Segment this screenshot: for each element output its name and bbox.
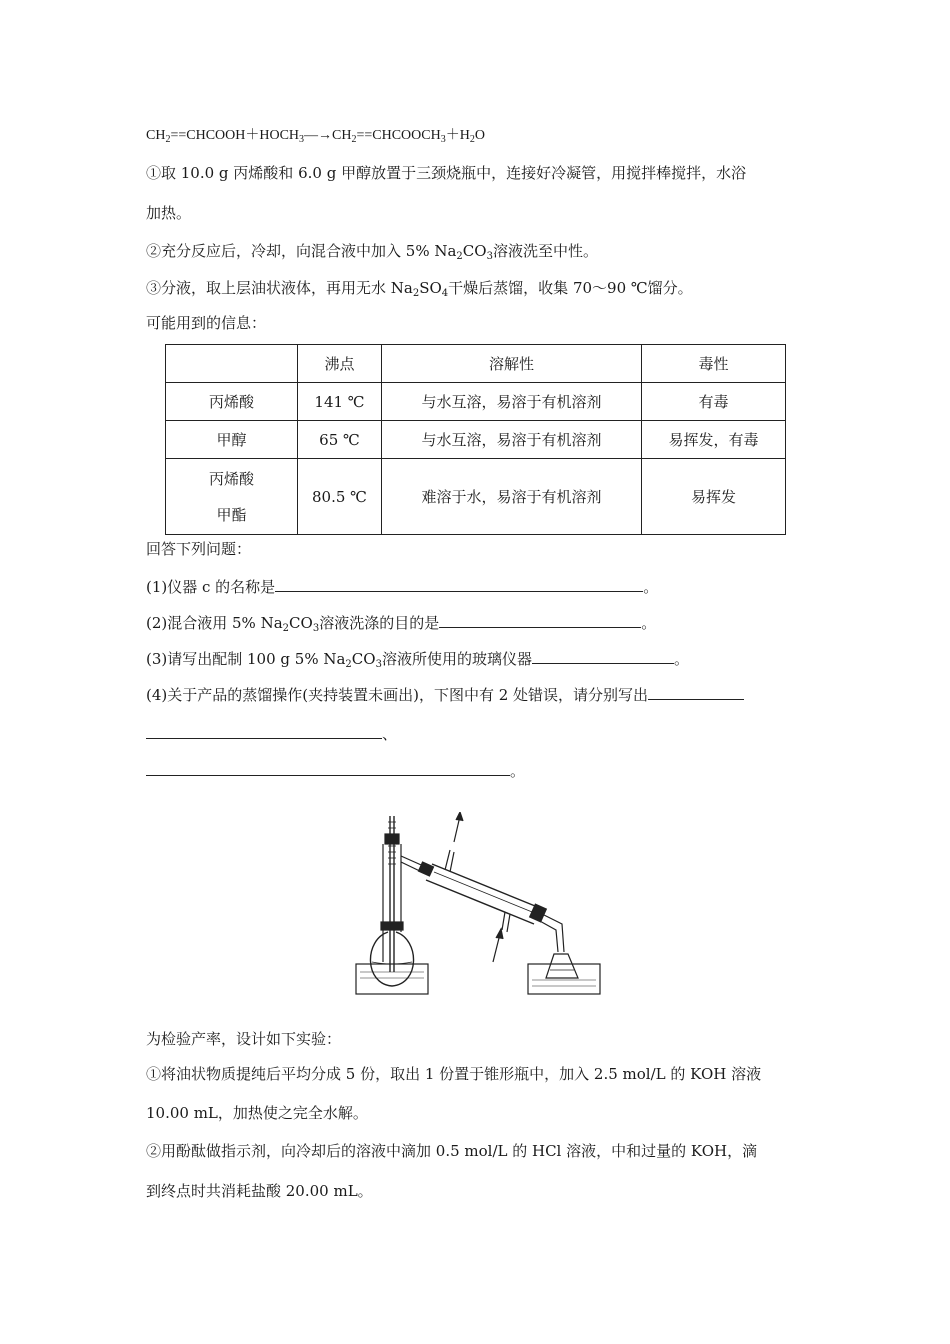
eq-text: CH	[332, 128, 352, 143]
table-cell: 易挥发	[642, 459, 786, 535]
question-text: CO	[351, 650, 376, 668]
distillation-apparatus-figure	[350, 812, 610, 1010]
question-text: 溶液所使用的玻璃仪器	[381, 650, 532, 668]
yield-step-1-b: 10.00 mL，加热使之完全水解。	[146, 1104, 368, 1122]
answer-blank-4b[interactable]	[146, 723, 382, 739]
table-cell: 有毒	[642, 383, 786, 421]
question-4	[146, 684, 744, 705]
yield-step-2-a: ②用酚酞做指示剂，向冷却后的溶液中滴加 0.5 mol/L 的 HCl 溶液，中和过量的 KOH，滴	[146, 1142, 758, 1160]
header-cell	[166, 345, 298, 383]
eq-sub: 2	[165, 134, 171, 145]
formula-sub: 3	[486, 251, 493, 262]
step-text: ②充分反应后，冷却，向混合液中加入 5% Na	[146, 242, 457, 260]
question-text: 。	[673, 650, 689, 668]
formula-sub: 4	[441, 288, 449, 299]
question-text: (1)仪器 c 的名称是	[146, 578, 276, 596]
eq-text: ＋H	[445, 128, 470, 143]
eq-text: ==CHCOOCH	[356, 128, 441, 143]
table-cell: 80.5 ℃	[298, 459, 382, 535]
formula-sub: 2	[282, 623, 290, 634]
header-cell: 沸点	[298, 345, 382, 383]
step-text: SO	[419, 279, 442, 297]
table-cell: 难溶于水，易溶于有机溶剂	[382, 459, 642, 535]
step-3	[146, 278, 693, 298]
question-text: CO	[289, 614, 313, 632]
step-1-line-a: ①取 10.0 g 丙烯酸和 6.0 g 甲醇放置于三颈烧瓶中，连接好冷凝管，用搅拌棒搅拌，水浴	[146, 164, 747, 182]
step-2	[146, 241, 598, 261]
step-1-line-b: 加热。	[146, 204, 192, 222]
question-text: (2)混合液用 5% Na	[146, 614, 283, 632]
table-row	[166, 383, 786, 421]
table-cell: 甲醇	[166, 421, 298, 459]
table-header-row	[166, 345, 786, 383]
eq-sub: 3	[299, 134, 305, 145]
question-4-line-2	[146, 723, 397, 744]
table-cell: 65 ℃	[298, 421, 382, 459]
info-title: 可能用到的信息：	[146, 314, 267, 332]
answer-blank-2[interactable]	[439, 612, 641, 628]
questions-intro: 回答下列问题：	[146, 540, 252, 558]
question-2	[146, 612, 656, 633]
step-text: ③分液，取上层油状液体，再用无水 Na	[146, 279, 413, 297]
cell-line: 丙烯酸	[208, 469, 254, 488]
table-cell: 与水互溶，易溶于有机溶剂	[382, 383, 642, 421]
question-text: 。	[643, 578, 659, 596]
yield-intro: 为检验产率，设计如下实验：	[146, 1030, 342, 1048]
formula-sub: 3	[375, 659, 382, 670]
header-cell: 溶解性	[382, 345, 642, 383]
header-cell: 毒性	[642, 345, 786, 383]
question-text: (3)请写出配制 100 g 5% Na	[146, 650, 346, 668]
step-text: 干燥后蒸馏，收集 70～90 ℃馏分。	[448, 279, 693, 297]
answer-blank-1[interactable]	[275, 576, 643, 592]
distillation-apparatus-drawing	[350, 812, 610, 1006]
answer-blank-4c[interactable]	[146, 760, 510, 776]
table-cell: 丙烯酸	[166, 383, 298, 421]
table-row	[166, 421, 786, 459]
question-3	[146, 648, 689, 669]
question-1	[146, 576, 658, 597]
answer-blank-4a[interactable]	[648, 684, 744, 700]
eq-sub: 2	[351, 134, 357, 145]
reaction-arrow: ―→	[304, 128, 333, 143]
eq-text: O	[474, 128, 485, 143]
question-text: 、	[382, 725, 398, 743]
eq-sub: 3	[440, 134, 446, 145]
table-cell	[166, 459, 298, 535]
yield-step-1-a: ①将油状物质提纯后平均分成 5 份，取出 1 份置于锥形瓶中，加入 2.5 mol/L 的 KOH 溶液	[146, 1065, 762, 1083]
table-cell: 141 ℃	[298, 383, 382, 421]
eq-text: CH	[146, 128, 166, 143]
formula-sub: 3	[312, 623, 320, 634]
question-text: 溶液洗涤的目的是	[319, 614, 440, 632]
yield-step-2-b: 到终点时共消耗盐酸 20.00 mL。	[146, 1182, 373, 1200]
formula-sub: 2	[412, 288, 420, 299]
question-text: 。	[510, 762, 526, 780]
table-cell: 与水互溶，易溶于有机溶剂	[382, 421, 642, 459]
eq-text: ==CHCOOH＋HOCH	[170, 128, 300, 143]
formula-sub: 2	[456, 251, 463, 262]
step-text: 溶液洗至中性。	[492, 242, 598, 260]
step-text: CO	[462, 242, 487, 260]
answer-blank-3[interactable]	[532, 648, 674, 664]
question-4-line-3	[146, 760, 525, 781]
eq-sub: 2	[469, 134, 475, 145]
question-text: 。	[641, 614, 657, 632]
reaction-equation	[146, 126, 485, 146]
formula-sub: 2	[345, 659, 352, 670]
table-cell: 易挥发，有毒	[642, 421, 786, 459]
cell-line: 甲酯	[216, 505, 247, 524]
question-text: (4)关于产品的蒸馏操作(夹持装置未画出)，下图中有 2 处错误，请分别写出	[146, 686, 649, 704]
table-row	[166, 459, 786, 535]
properties-table	[165, 344, 786, 535]
